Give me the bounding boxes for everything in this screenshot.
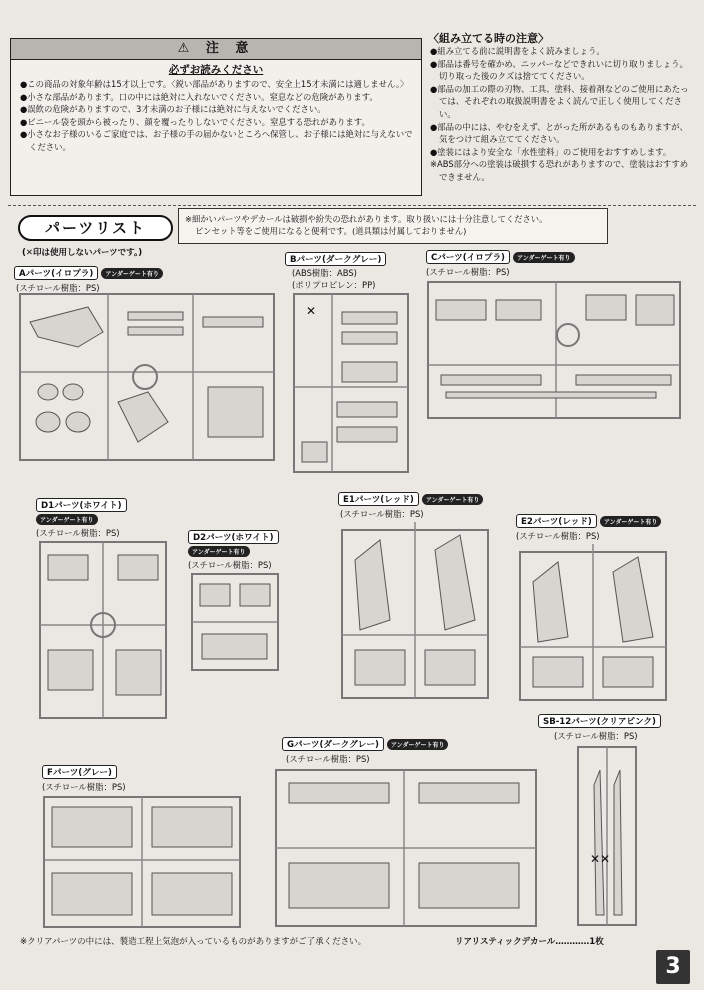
runner-a-material: (スチロール樹脂：PS) [16, 283, 100, 293]
runner-g-material: (スチロール樹脂：PS) [286, 754, 370, 764]
under-gate-badge: アンダーゲート有り [387, 739, 449, 750]
assembly-item: ●部品は番号を確かめ、ニッパーなどできれいに切り取りましょう。切り取った後のクズは捨ててください。 [430, 58, 688, 82]
warning-item: ●小さな部品があります。口の中には絶対に入れないでください。窒息などの危険があります。 [20, 91, 378, 102]
parts-list-title: パーツリスト [18, 215, 173, 241]
warning-subheading: 必ずお読みください [168, 64, 264, 76]
runner-d1-name: D1パーツ(ホワイト) [36, 498, 127, 512]
runner-sb12-illustration [576, 745, 638, 927]
warning-item: ●小さなお子様のいるご家庭では、お子様の手の届かないところへ保管し、お子様には絶対に与えないでください。 [20, 129, 413, 152]
runner-d2-name: D2パーツ(ホワイト) [188, 530, 279, 544]
parts-handling-note [178, 208, 608, 244]
assembly-list [430, 45, 696, 184]
runner-sb12-name: SB-12パーツ(クリアピンク) [538, 714, 661, 728]
runner-d1-illustration [38, 540, 168, 720]
under-gate-badge: アンダーゲート有り [36, 514, 98, 525]
under-gate-badge: アンダーゲート有り [101, 268, 163, 279]
assembly-item: ●部品の中には、やむをえず、とがった所があるものもありますが、気をつけて組み立ててください。 [430, 121, 688, 145]
unused-mark: ✕ [306, 304, 317, 318]
runner-a-illustration [18, 292, 276, 462]
runner-a-name: Aパーツ(イロプラ) [14, 266, 98, 280]
parts-note-line: ※細かいパーツやデカールは破損や紛失の恐れがあります。取り扱いには十分注意してください。 [185, 214, 548, 224]
runner-b-label [285, 252, 386, 266]
runner-g-label [282, 737, 448, 751]
runner-d2-illustration [190, 572, 280, 672]
runner-sb12-label [538, 714, 661, 728]
runner-c-name: Cパーツ(イロプラ) [426, 250, 510, 264]
runner-e2-illustration [518, 542, 668, 702]
clear-parts-note: ※クリアパーツの中には、製造工程上気泡が入っているものがありますがご了承ください。 [20, 937, 367, 947]
parts-note-line: ピンセット等をご使用になると便利です。(道具類は付属しておりません) [195, 226, 467, 236]
runner-d2-label [188, 530, 279, 544]
runner-d2-material: (スチロール樹脂：PS) [188, 560, 272, 570]
runner-b-name: Bパーツ(ダークグレー) [285, 252, 386, 266]
section-divider [8, 205, 696, 206]
runner-a-label [14, 266, 163, 280]
under-gate-badge: アンダーゲート有り [422, 494, 484, 505]
runner-d1-material: (スチロール樹脂：PS) [36, 528, 120, 538]
runner-e2-name: E2パーツ(レッド) [516, 514, 597, 528]
unused-mark: ✕✕ [590, 852, 611, 866]
runner-b-material: (ABS樹脂：ABS) [292, 268, 357, 278]
runner-e1-material: (スチロール樹脂：PS) [340, 509, 424, 519]
runner-f-material: (スチロール樹脂：PS) [42, 782, 126, 792]
warning-list [20, 78, 420, 154]
runner-e1-name: E1パーツ(レッド) [338, 492, 419, 506]
assembly-item: ※ABS部分への塗装は破損する恐れがありますので、塗装はおすすめできません。 [430, 159, 689, 182]
warning-item: ●誤飲の危険がありますので、3才未満のお子様には絶対に与えないでください。 [20, 104, 326, 115]
under-gate-badge: アンダーゲート有り [513, 252, 575, 263]
assembly-item: ●部品の加工の際の刃物、工具、塗料、接着剤などのご使用にあたっては、それぞれの取扱説明書をよく読んで正しく使用してください。 [430, 83, 689, 119]
runner-b-material-2: (ポリプロピレン：PP) [292, 280, 376, 290]
runner-b-illustration [292, 292, 410, 474]
warning-item: ●ビニール袋を頭から被ったり、顔を覆ったりしないでください。窒息する恐れがあります。 [20, 116, 370, 127]
runner-f-illustration [42, 795, 242, 930]
under-gate-badge: アンダーゲート有り [600, 516, 662, 527]
runner-sb12-material: (スチロール樹脂：PS) [554, 731, 638, 741]
runner-e2-material: (スチロール樹脂：PS) [516, 531, 600, 541]
assembly-item: ●塗装にはより安全な「水性塗料」のご使用をおすすめします。 [430, 146, 672, 157]
runner-d1-badge [36, 514, 98, 525]
runner-c-label [426, 250, 575, 264]
unused-parts-note: (✕印は使用しないパーツです。) [22, 248, 143, 258]
runner-g-name: Gパーツ(ダークグレー) [282, 737, 384, 751]
warning-heading: ⚠ 注 意 [10, 38, 422, 60]
runner-e1-label [338, 492, 483, 506]
assembly-item: ●組み立てる前に説明書をよく読みましょう。 [430, 46, 605, 56]
runner-d2-badge [188, 546, 250, 557]
under-gate-badge: アンダーゲート有り [188, 546, 250, 557]
runner-e2-label [516, 514, 661, 528]
runner-c-illustration [426, 280, 682, 420]
runner-d1-label [36, 498, 127, 512]
decal-count: リアリスティックデカール…………1枚 [455, 937, 604, 947]
page-number: 3 [656, 950, 690, 984]
runner-e1-illustration [340, 520, 490, 700]
assembly-title: 〈組み立てる時の注意〉 [428, 32, 549, 45]
runner-f-name: Fパーツ(グレー) [42, 765, 117, 779]
runner-f-label [42, 765, 117, 779]
runner-g-illustration [274, 768, 538, 928]
runner-c-material: (スチロール樹脂：PS) [426, 267, 510, 277]
warning-item: ●この商品の対象年齢は15才以上です。〈鋭い部品がありますので、安全上15才未満には適しません。〉 [20, 79, 409, 89]
